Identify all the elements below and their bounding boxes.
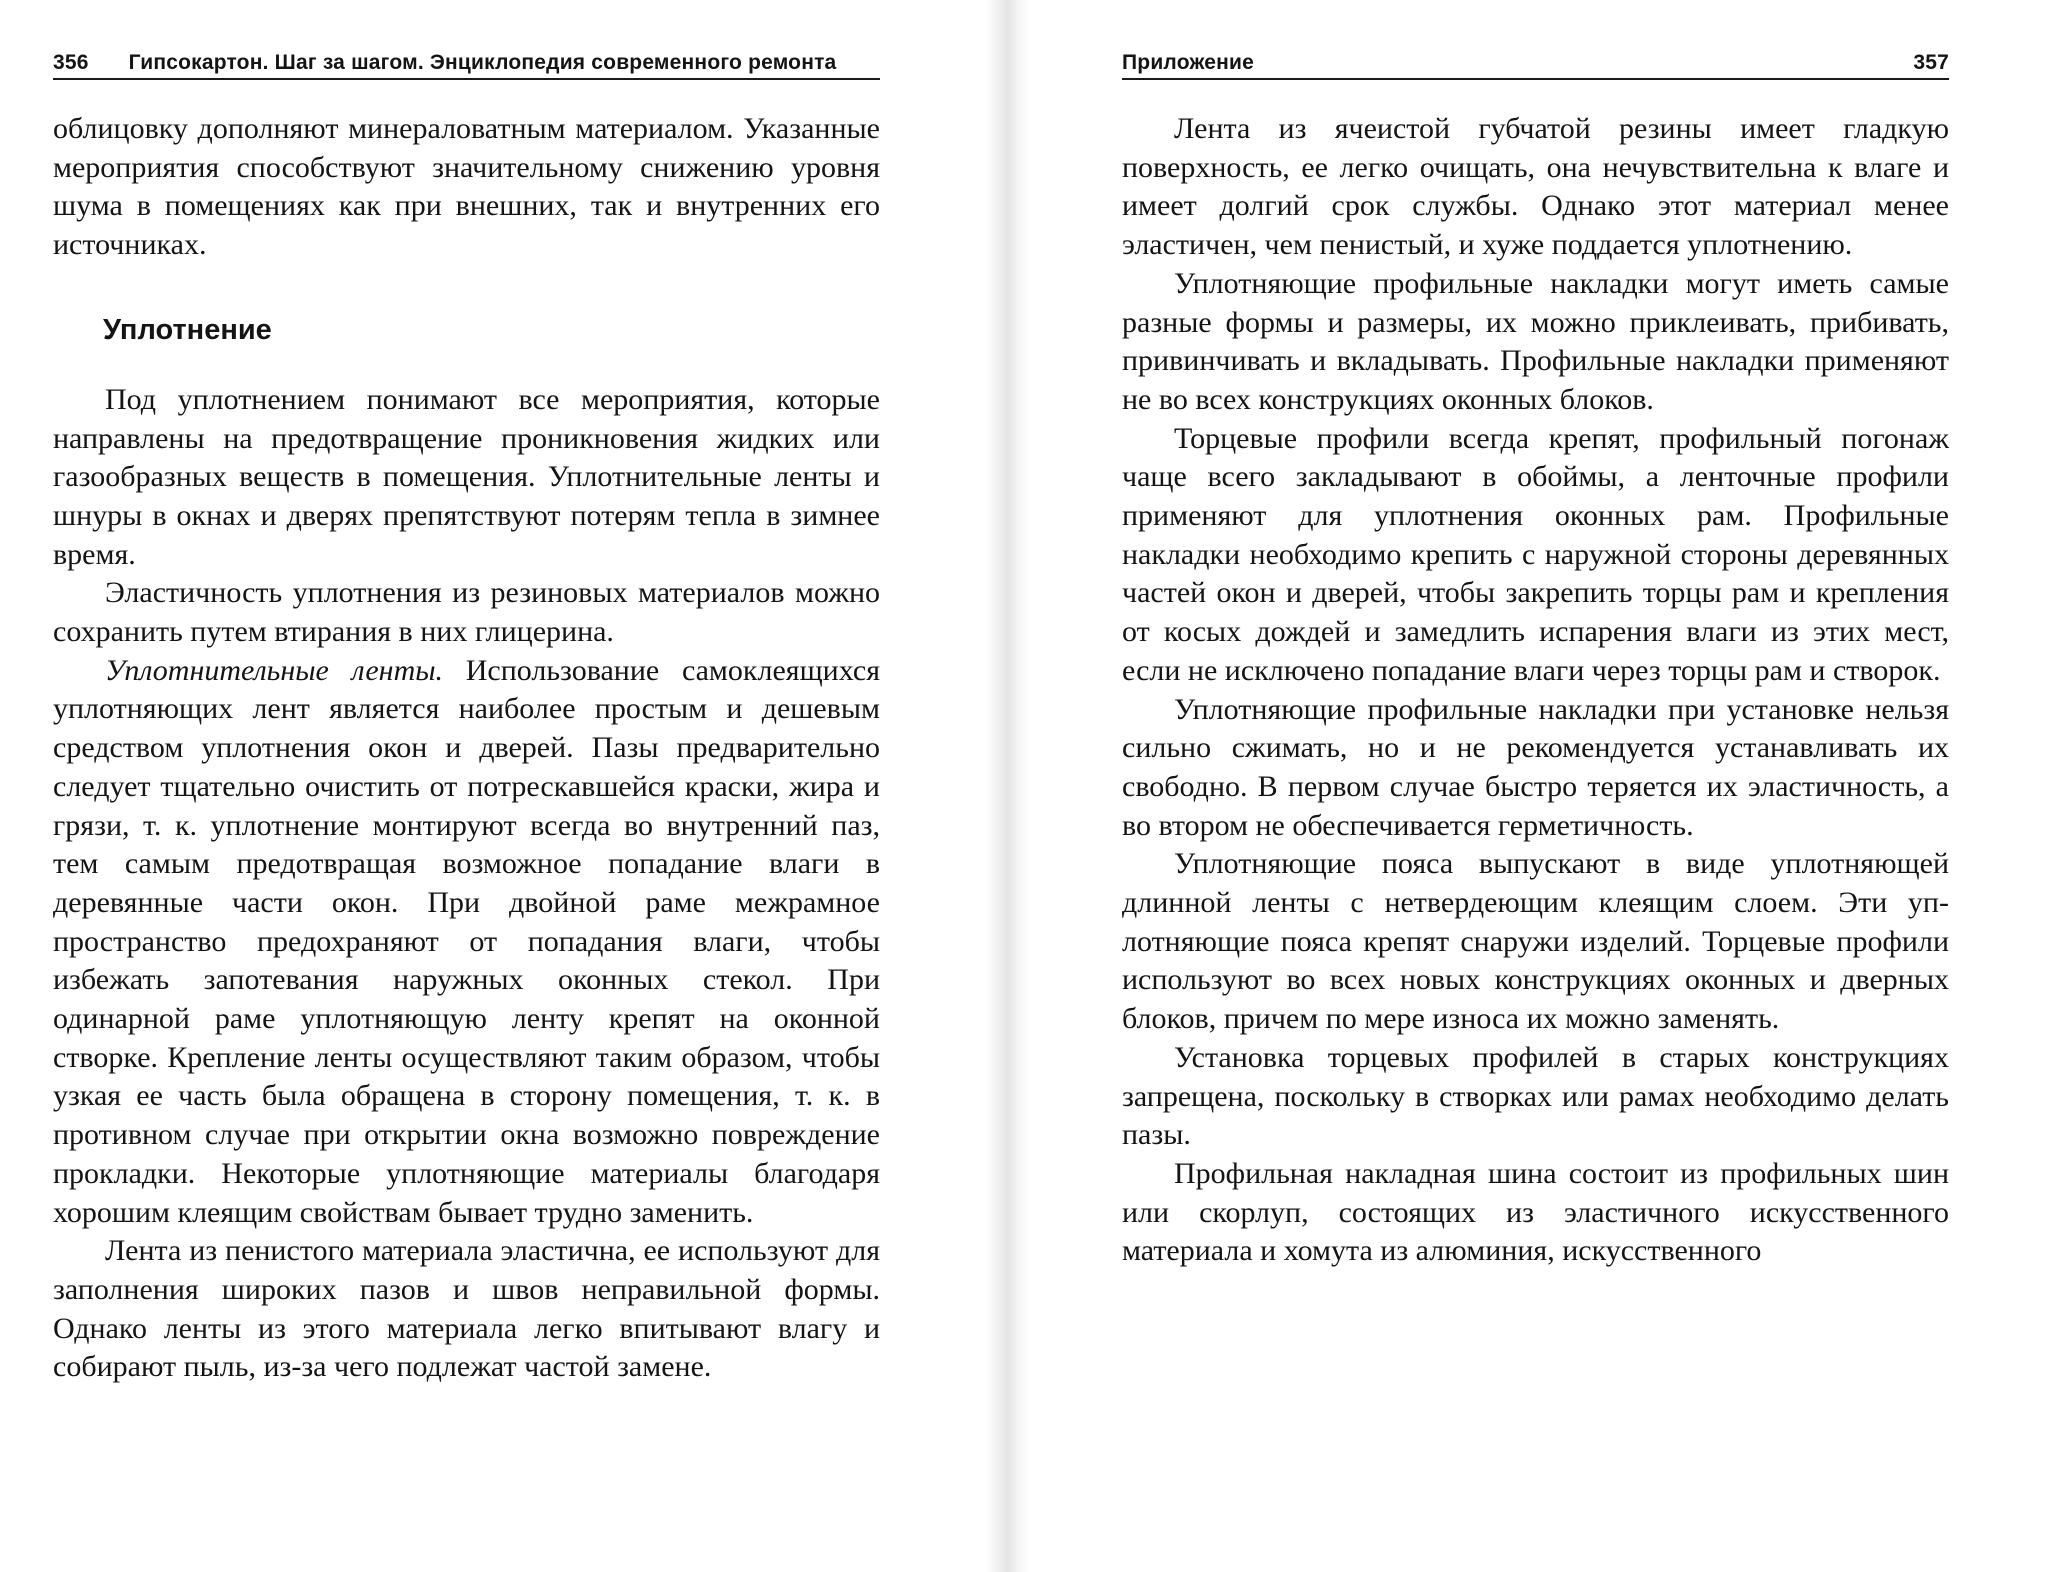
right-paragraph-7: Профильная накладная шина состоит из профильных шин или скорлуп, состоящих из эластичного искусственного материала и хомута из алюминия, искусственного [1122,1156,1949,1268]
section-heading: Уплотнение [103,313,272,346]
left-paragraph-1: Под уплотнением понимают все мероприятия, которые направлены на предотвращение проникновения жидких или газообразных веществ в помещения. Уплотнительные ленты и шнуры в окнах и дверях препятствуют потерям тепла в зимнее время. [53,382,880,571]
left-page [53,48,880,1387]
left-page-number: 356 [53,51,89,74]
left-paragraph-4: Лента из пенистого материала эластична, ее используют для заполнения широких пазов и швов неправильной формы. Однако ленты из этого материала легко впитывают влагу и собирают пыль, из-за чего подлежат частой замене. [53,1234,880,1384]
right-running-title: Приложение [1122,51,1255,74]
right-page-number: 357 [1913,51,1949,74]
right-running-head [1122,48,1949,80]
right-paragraph-4: Уплотняющие профильные накладки при установке нельзя сильно сжимать, но и не рекомендуется устанавливать их свободно. В первом случае быстро теряется их эластичность, а во втором не обеспечивается герметичность. [1122,692,1949,842]
right-page [1122,48,1949,1271]
left-running-title: Гипсокартон. Шаг за шагом. Энциклопедия современного ремонта [128,51,837,74]
right-paragraph-1: Лента из ячеистой губчатой резины имеет гладкую поверхность, ее легко очищать, она нечувствительна к влаге и имеет долгий срок службы. Однако этот материал менее эластичен, чем пенистый, и хуже поддается уплотнению. [1122,112,1949,262]
right-paragraph-5: Уплотняющие пояса выпускают в виде уплотняющей длинной ленты с нетвердеющим клеящим слоем. Эти уплотняющие пояса крепят снаружи изделий. Торцевые профили используют во всех новых конструкциях оконных и дверных блоков, причем по мере износа их можно заменять. [1122,847,1949,1036]
book-gutter [985,0,1029,1572]
right-paragraph-2: Уплотняющие профильные накладки могут иметь самые разные формы и размеры, их можно приклеивать, прибивать, привинчивать и вкладывать. Профильные накладки применяют не во всех конструкциях оконных блоков. [1122,266,1949,416]
italic-term: Уплотнительные ленты. [105,653,444,687]
right-paragraph-6: Установка торцевых профилей в старых конструкциях запрещена, поскольку в створках или рамах необходимо делать пазы. [1122,1040,1949,1152]
right-paragraph-3: Торцевые профили всегда крепят, профильный погонаж чаще всего закладывают в обоймы, а ленточные профили применяют для уплотнения оконных рам. Профильные накладки необходимо крепить с наружной стороны деревянных частей окон и дверей, чтобы закрепить торцы рам и крепления от косых дождей и замедлить испарения влаги из этих мест, если не исключено попадание влаги через торцы рам и створок. [1122,421,1949,687]
right-page-body [1122,110,1949,1271]
left-paragraph-3 [53,652,880,1233]
left-paragraph-3-text: Использование самоклеящихся уплотняющих лент является наиболее простым и дешевым средством уплотнения окон и дверей. Пазы предварительно следует тщательно очистить от потрескавшейся краски, жира и грязи, т. к. уплотнение монтируют всегда во внутренний паз, тем самым предотвращая возможное попадание влаги в деревянные части окон. При двойной раме межрамное пространство предохраняют от попадания влаги, чтобы избежать запотевания наружных оконных стекол. При одинарной раме уплотняющую ленту крепят на оконной створке. Крепление ленты осуществляют таким образом, чтобы узкая ее часть была обращена в сторону помещения, т. к. в противном случае при открытии окна возможно повреждение прокладки. Некоторые уплотняющие материалы благодаря хорошим клеящим свойствам бывает трудно заменить. [53,653,880,1229]
left-running-head [53,48,880,80]
left-continuation-paragraph: облицовку дополняют минераловатным материалом. Указанные мероприятия способствуют значительному снижению уровня шума в помещениях как при внешних, так и внутренних его источниках. [53,112,880,262]
left-page-body [53,110,880,1387]
left-paragraph-2: Эластичность уплотнения из резиновых материалов можно сохранить путем втирания в них глицерина. [53,576,880,649]
